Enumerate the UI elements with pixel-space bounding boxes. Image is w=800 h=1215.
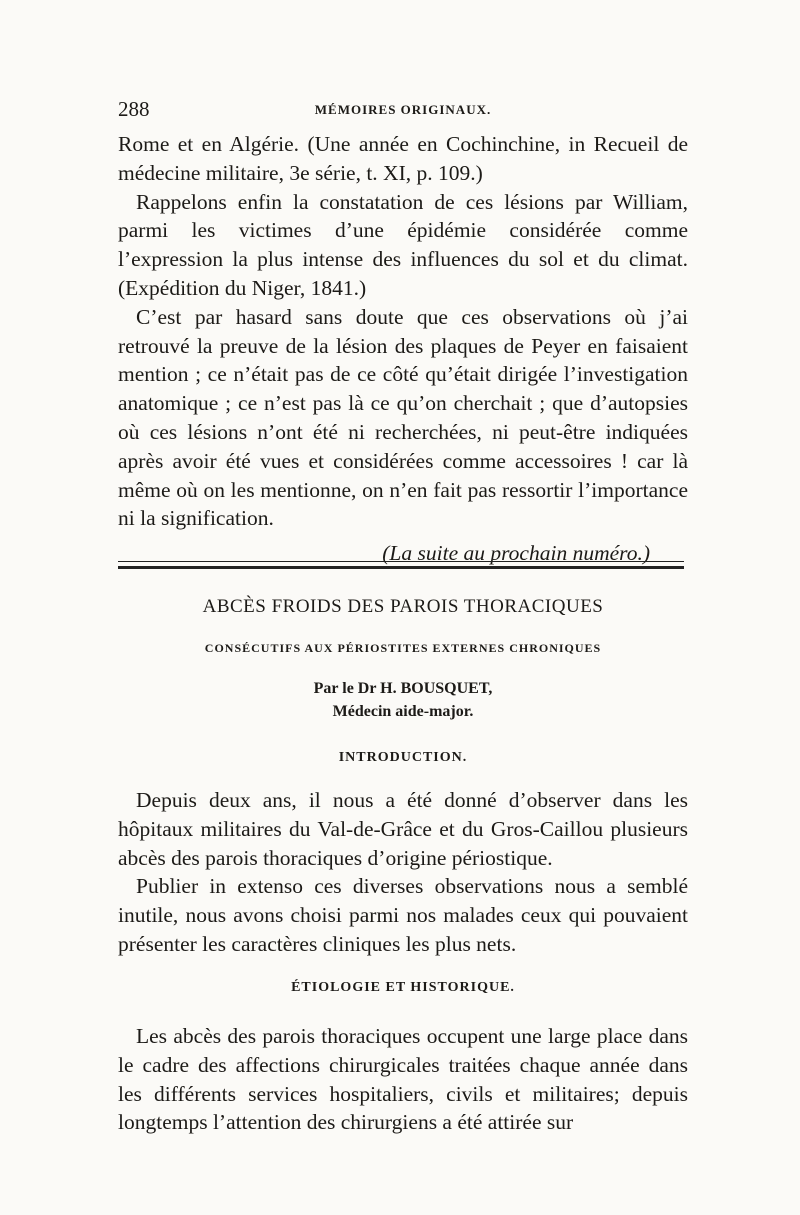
article-subtitle: CONSÉCUTIFS AUX PÉRIOSTITES EXTERNES CHRONIQUES xyxy=(204,641,602,655)
thin-rule xyxy=(118,561,684,562)
article-title: ABCÈS FROIDS DES PAROIS THORACIQUES xyxy=(202,596,604,617)
author-role: Médecin aide-major. xyxy=(332,703,474,720)
section-separator xyxy=(118,561,684,569)
paragraph: Depuis deux ans, il nous a été donné d’observer dans les hôpitaux militaires du Val-de-Grâce et du Gros-Caillou plusieurs abcès des parois thoraciques d’origine périostique. xyxy=(118,788,688,870)
thick-rule xyxy=(118,566,684,569)
paragraph: Publier in extenso ces diverses observations nous a semblé inutile, nous avons choisi parmi nos malades ceux qui pouvaient présenter les caractères cliniques les plus nets. xyxy=(118,874,688,956)
page-number: 288 xyxy=(118,97,150,121)
paragraph: Rappelons enfin la constatation de ces lésions par William, parmi les victimes d’une épidémie considérée comme l’expression la plus intense des influences du sol et du climat. (Expédition du Niger, 1841.) xyxy=(118,189,688,300)
etiology-text xyxy=(118,1022,688,1137)
to-be-continued-note: (La suite au prochain numéro.) xyxy=(382,541,650,566)
paragraph: Rome et en Algérie. (Une année en Cochinchine, in Recueil de médecine militaire, 3e série, t. XI, p. 109.) xyxy=(118,132,688,185)
running-title: MÉMOIRES ORIGINAUX. xyxy=(314,102,492,117)
continued-article-text xyxy=(118,130,688,568)
paragraph: Les abcès des parois thoraciques occupent une large place dans le cadre des affections chirurgicales traitées chaque année dans les différents services hospitaliers, civils et militaires; depuis longtemps l’attention des chirurgiens a été attirée sur xyxy=(118,1024,688,1135)
paragraph: C’est par hasard sans doute que ces observations où j’ai retrouvé la preuve de la lésion des plaques de Peyer en faisaient mention ; ce n’était pas de ce côté qu’était dirigée l’investigation anatomique ; ce n’est pas là ce qu’on cherchait ; que d’autopsies où ces lésions n’ont été ni recherchées, ni peut-être indiquées après avoir été vues et considérées comme accessoires ! car là même où on les mentionne, on n’en fait pas ressortir l’importance ni la signification. xyxy=(118,304,688,531)
article-author: Par le Dr H. BOUSQUET, xyxy=(313,680,493,697)
section-heading-etiology: ÉTIOLOGIE ET HISTORIQUE. xyxy=(291,980,515,995)
introduction-text xyxy=(118,786,688,959)
section-heading-introduction: INTRODUCTION. xyxy=(338,750,468,765)
page-header xyxy=(118,97,688,123)
